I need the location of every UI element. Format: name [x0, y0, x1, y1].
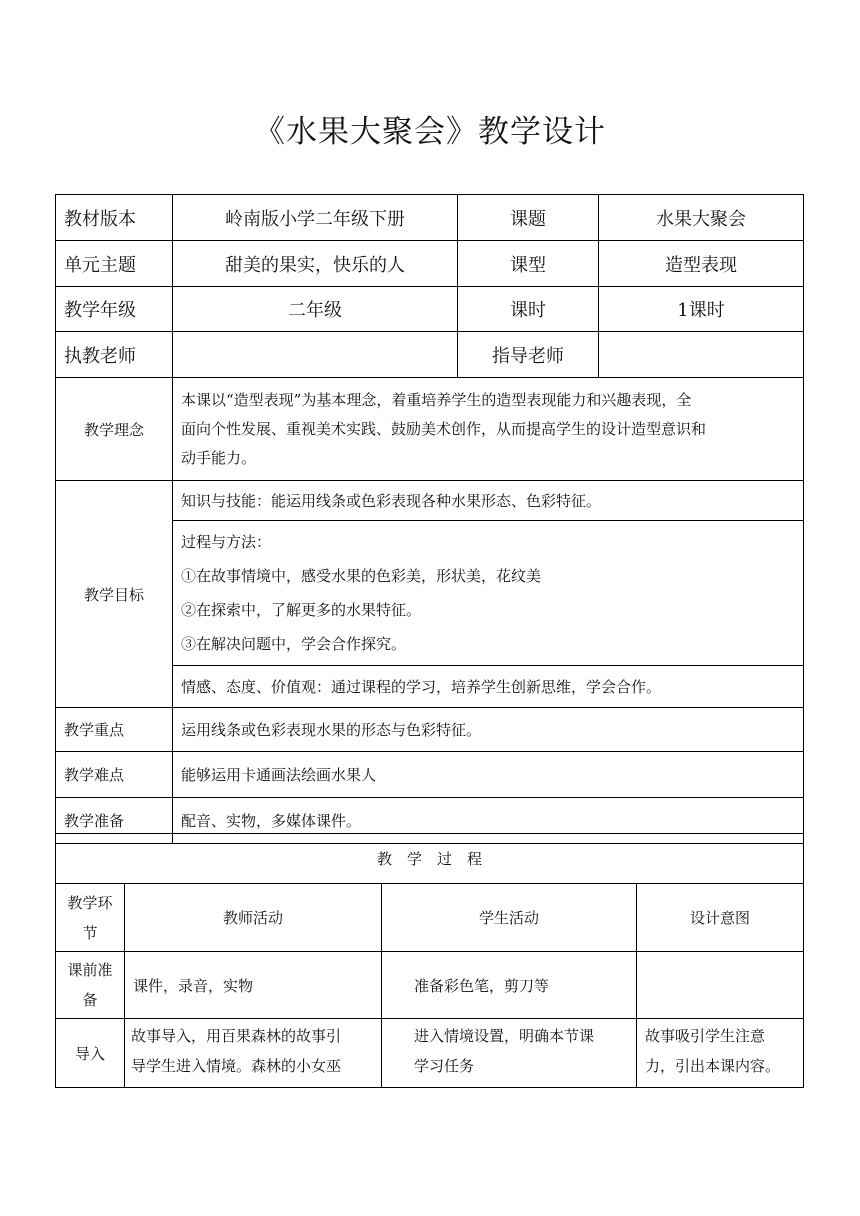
key-point-label: 教学重点	[56, 708, 173, 752]
header-student: 学生活动	[382, 884, 637, 952]
preparation-value: 配音、实物，多媒体课件。	[173, 798, 804, 844]
header-intent: 设计意图	[637, 884, 804, 952]
info-label: 课型	[458, 241, 599, 287]
philosophy-label: 教学理念	[56, 378, 173, 481]
goal-process-line: ①在故事情境中，感受水果的色彩美，形状美，花纹美	[181, 567, 542, 585]
row-student: 准备彩色笔，剪刀等	[382, 952, 637, 1019]
goals-row	[56, 481, 804, 521]
info-value: 造型表现	[599, 241, 804, 287]
info-label: 教学年级	[56, 287, 173, 332]
row-student-line: 学习任务	[414, 1057, 475, 1075]
row-stage-line: 课前准	[67, 961, 113, 979]
row-stage-line: 备	[82, 991, 98, 1009]
info-value: 1课时	[599, 287, 804, 332]
info-value	[599, 332, 804, 378]
process-row	[56, 1019, 804, 1088]
header-stage	[56, 884, 125, 952]
header-stage-line: 教学环	[67, 893, 113, 912]
process-heading-row	[56, 834, 804, 884]
teaching-process-table	[55, 833, 804, 1088]
info-value: 甜美的果实，快乐的人	[173, 241, 458, 287]
row-stage: 导入	[56, 1019, 125, 1088]
info-row	[56, 287, 804, 332]
difficulty-label: 教学难点	[56, 752, 173, 798]
header-teacher: 教师活动	[125, 884, 382, 952]
difficulty-value: 能够运用卡通画法绘画水果人	[173, 752, 804, 798]
goal-process	[173, 521, 804, 666]
info-row	[56, 195, 804, 241]
info-row	[56, 332, 804, 378]
info-value: 水果大聚会	[599, 195, 804, 241]
row-intent	[637, 952, 804, 1019]
philosophy-line: 本课以“造型表现”为基本理念，着重培养学生的造型表现能力和兴趣表现，全	[181, 390, 692, 409]
process-row	[56, 952, 804, 1019]
goal-process-line: ③在解决问题中，学会合作探究。	[181, 635, 407, 653]
header-stage-line: 节	[82, 923, 98, 942]
info-value	[173, 332, 458, 378]
info-value: 二年级	[173, 287, 458, 332]
process-heading: 教 学 过 程	[56, 834, 804, 884]
info-label: 执教老师	[56, 332, 173, 378]
difficulty-row	[56, 752, 804, 798]
goals-label: 教学目标	[56, 481, 173, 708]
info-label: 单元主题	[56, 241, 173, 287]
info-label: 指导老师	[458, 332, 599, 378]
row-teacher-line: 导学生进入情境。森林的小女巫	[131, 1057, 342, 1075]
row-stage	[56, 952, 125, 1019]
row-teacher	[125, 1019, 382, 1088]
goal-process-line: 过程与方法：	[181, 533, 272, 551]
goal-knowledge: 知识与技能：能运用线条或色彩表现各种水果形态、色彩特征。	[173, 481, 804, 521]
lesson-info-table	[55, 194, 804, 844]
philosophy-row	[56, 378, 804, 481]
info-label: 课时	[458, 287, 599, 332]
row-teacher-line: 故事导入，用百果森林的故事引	[131, 1027, 342, 1045]
philosophy-text	[173, 378, 804, 481]
row-teacher: 课件，录音，实物	[125, 952, 382, 1019]
document-title: 《水果大聚会》教学设计	[254, 114, 606, 150]
row-intent	[637, 1019, 804, 1088]
preparation-label: 教学准备	[56, 798, 173, 844]
process-header-row	[56, 884, 804, 952]
info-label: 教材版本	[56, 195, 173, 241]
goal-emotion: 情感、态度、价值观：通过课程的学习，培养学生创新思维，学会合作。	[173, 666, 804, 708]
key-point-value: 运用线条或色彩表现水果的形态与色彩特征。	[173, 708, 804, 752]
row-student	[382, 1019, 637, 1088]
info-value: 岭南版小学二年级下册	[173, 195, 458, 241]
row-intent-line: 力，引出本课内容。	[645, 1057, 781, 1075]
row-student-line: 进入情境设置，明确本节课	[414, 1027, 595, 1045]
philosophy-line: 动手能力。	[181, 448, 257, 467]
philosophy-line: 面向个性发展、重视美术实践、鼓励美术创作，从而提高学生的设计造型意识和	[181, 419, 707, 438]
info-row	[56, 241, 804, 287]
goal-process-line: ②在探索中，了解更多的水果特征。	[181, 601, 422, 619]
key-point-row	[56, 708, 804, 752]
info-label: 课题	[458, 195, 599, 241]
row-intent-line: 故事吸引学生注意	[645, 1027, 766, 1045]
